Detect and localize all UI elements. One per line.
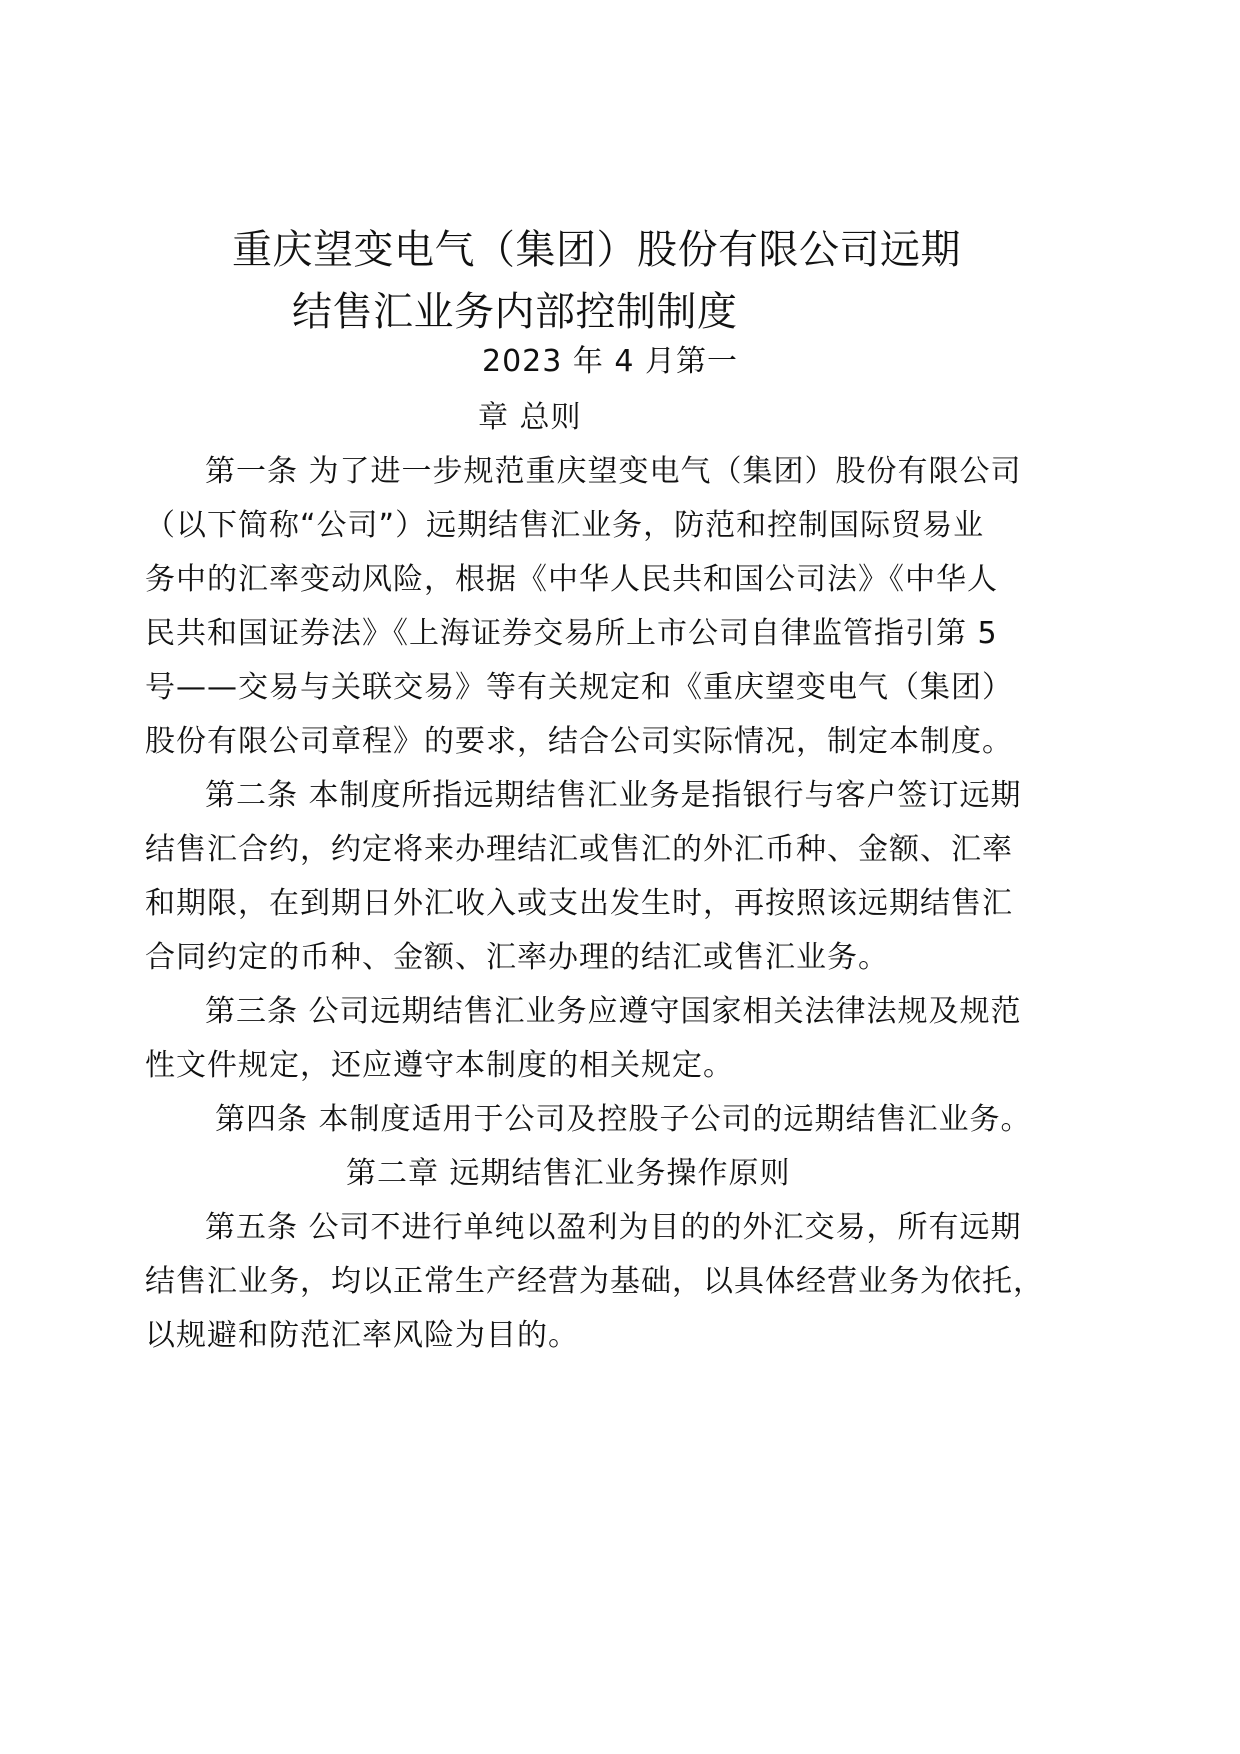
article-5-line-1: 第五条 公司不进行单纯以盈利为目的的外汇交易，所有远期 [205, 1210, 1022, 1245]
article-1-line-1: 第一条 为了进一步规范重庆望变电气（集团）股份有限公司 [205, 454, 1022, 489]
article-1-line-3: 务中的汇率变动风险，根据《中华人民共和国公司法》《中华人 [145, 562, 998, 597]
article-3-line-2: 性文件规定，还应遵守本制度的相关规定。 [145, 1048, 734, 1083]
article-1-line-2: （以下简称“公司”）远期结售汇业务，防范和控制国际贸易业 [145, 508, 985, 543]
article-1-line-5: 号——交易与关联交易》等有关规定和《重庆望变电气（集团） [145, 670, 1013, 705]
document-title-line-1: 重庆望变电气（集团）股份有限公司远期 [232, 227, 961, 273]
article-1-line-6: 股份有限公司章程》的要求，结合公司实际情况，制定本制度。 [145, 724, 1013, 759]
article-2-line-1: 第二条 本制度所指远期结售汇业务是指银行与客户签订远期 [205, 778, 1022, 813]
article-4-line-1: 第四条 本制度适用于公司及控股子公司的远期结售汇业务。 [215, 1102, 1032, 1137]
article-1-line-4: 民共和国证券法》《上海证券交易所上市公司自律监管指引第 5 [145, 616, 998, 651]
document-date: 2023 年 4 月第一 [482, 344, 739, 379]
article-2-line-2: 结售汇合约，约定将来办理结汇或售汇的外汇币种、金额、汇率 [145, 832, 1013, 867]
chapter-heading-2: 第二章 远期结售汇业务操作原则 [346, 1156, 791, 1191]
article-5-line-3: 以规避和防范汇率风险为目的。 [145, 1318, 579, 1353]
document-title-line-2: 结售汇业务内部控制制度 [292, 289, 738, 335]
article-3-line-1: 第三条 公司远期结售汇业务应遵守国家相关法律法规及规范 [205, 994, 1022, 1029]
article-2-line-3: 和期限，在到期日外汇收入或支出发生时，再按照该远期结售汇 [145, 886, 1013, 921]
article-2-line-4: 合同约定的币种、金额、汇率办理的结汇或售汇业务。 [145, 940, 889, 975]
article-5-line-2: 结售汇业务，均以正常生产经营为基础，以具体经营业务为依托， [145, 1264, 1044, 1299]
chapter-heading-1: 章 总则 [478, 400, 582, 435]
